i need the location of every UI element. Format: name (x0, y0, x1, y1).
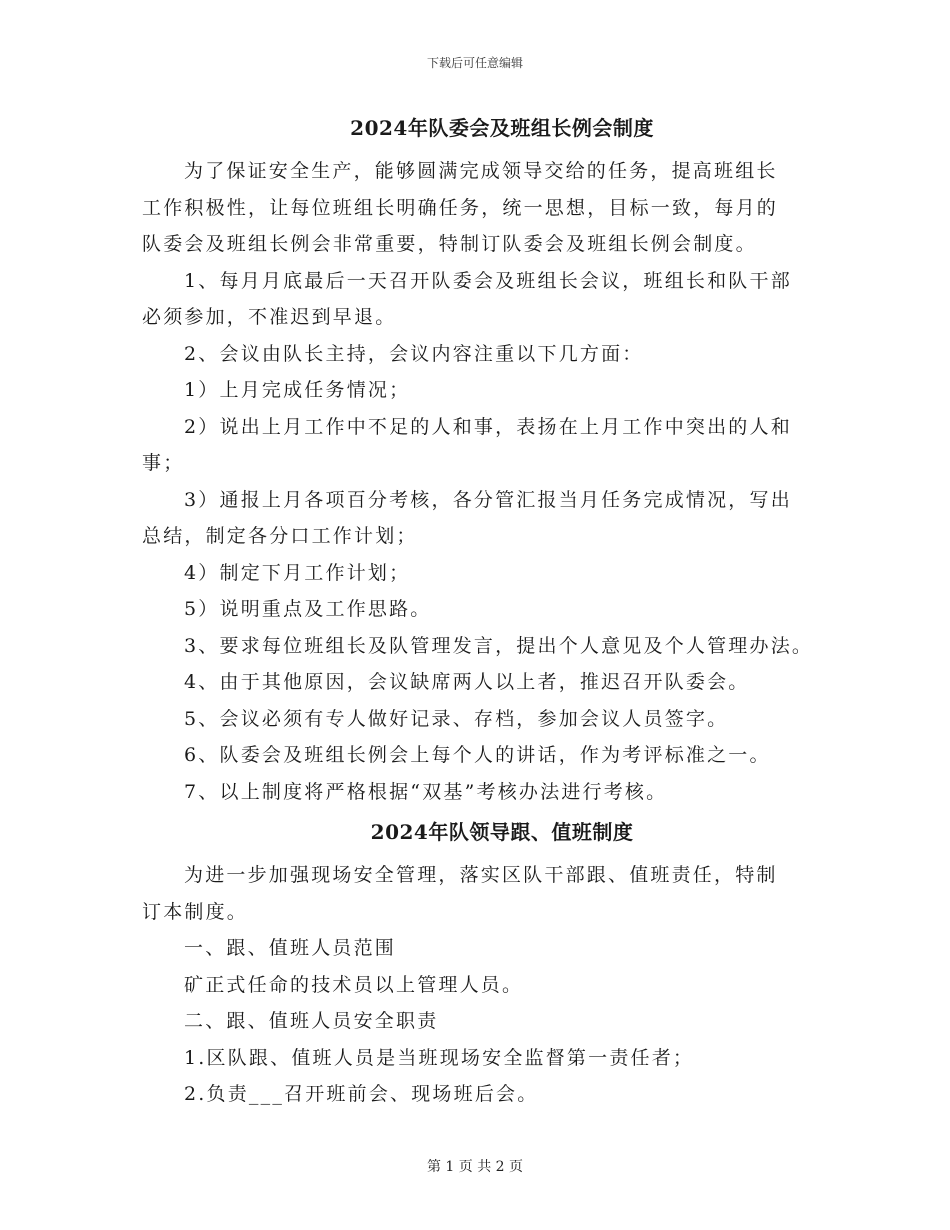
paragraph-line: 总结，制定各分口工作计划； (142, 525, 418, 547)
section1-paragraphs (142, 153, 822, 810)
paragraph-line: 1.区队跟、值班人员是当班现场安全监督第一责任者； (184, 1046, 695, 1069)
paragraph-line: 4、由于其他原因，会议缺席两人以上者，推迟召开队委会。 (184, 671, 750, 693)
page-footer: 第 1 页 共 2 页 (426, 1159, 524, 1175)
paragraph-line: 矿正式任命的技术员以上管理人员。 (184, 973, 524, 996)
paragraph-line: 3）通报上月各项百分考核，各分管汇报当月任务完成情况，写出 (184, 488, 792, 511)
paragraph-line: 5、会议必须有专人做好记录、存档，参加会议人员签字。 (184, 707, 729, 730)
document-body (142, 112, 822, 1113)
paragraph-line: 5）说明重点及工作思路。 (184, 598, 432, 620)
paragraph-line: 为了保证安全生产，能够圆满完成领导交给的任务，提高班组长 (184, 160, 778, 182)
section2-paragraphs (142, 857, 822, 1113)
paragraph-line: 工作积极性，让每位班组长明确任务，统一思想，目标一致，每月的 (142, 196, 779, 219)
header-note: 下载后可任意编辑 (426, 56, 523, 70)
paragraph-line: 1）上月完成任务情况； (184, 379, 411, 401)
paragraph-line: 6、队委会及班组长例会上每个人的讲话，作为考评标准之一。 (184, 744, 771, 766)
paragraph-line: 2.负责___召开班前会、现场班后会。 (184, 1083, 539, 1105)
section2-title: 2024年队领导跟、值班制度 (370, 820, 634, 844)
section1-title: 2024年队委会及班组长例会制度 (350, 116, 654, 140)
paragraph-line: 一、跟、值班人员范围 (184, 937, 397, 959)
paragraph-line: 事； (142, 452, 185, 474)
paragraph-line: 3、要求每位班组长及队管理发言，提出个人意见及个人管理办法。 (184, 634, 814, 657)
paragraph-line: 2、会议由队长主持，会议内容注重以下几方面： (184, 342, 644, 365)
paragraph-line: 二、跟、值班人员安全职责 (184, 1010, 439, 1032)
paragraph-line: 必须参加，不准迟到早退。 (142, 306, 397, 328)
paragraph-line: 4）制定下月工作计划； (184, 561, 411, 584)
paragraph-line: 2）说出上月工作中不足的人和事，表扬在上月工作中突出的人和 (184, 415, 792, 438)
paragraph-line: 1、每月月底最后一天召开队委会及班组长会议，班组长和队干部 (184, 269, 792, 292)
paragraph-line: 订本制度。 (142, 900, 249, 923)
paragraph-line: 为进一步加强现场安全管理，落实区队干部跟、值班责任，特制 (184, 864, 778, 886)
paragraph-line: 7、以上制度将严格根据“双基”考核办法进行考核。 (184, 780, 668, 803)
paragraph-line: 队委会及班组长例会非常重要，特制订队委会及班组长例会制度。 (142, 233, 757, 255)
